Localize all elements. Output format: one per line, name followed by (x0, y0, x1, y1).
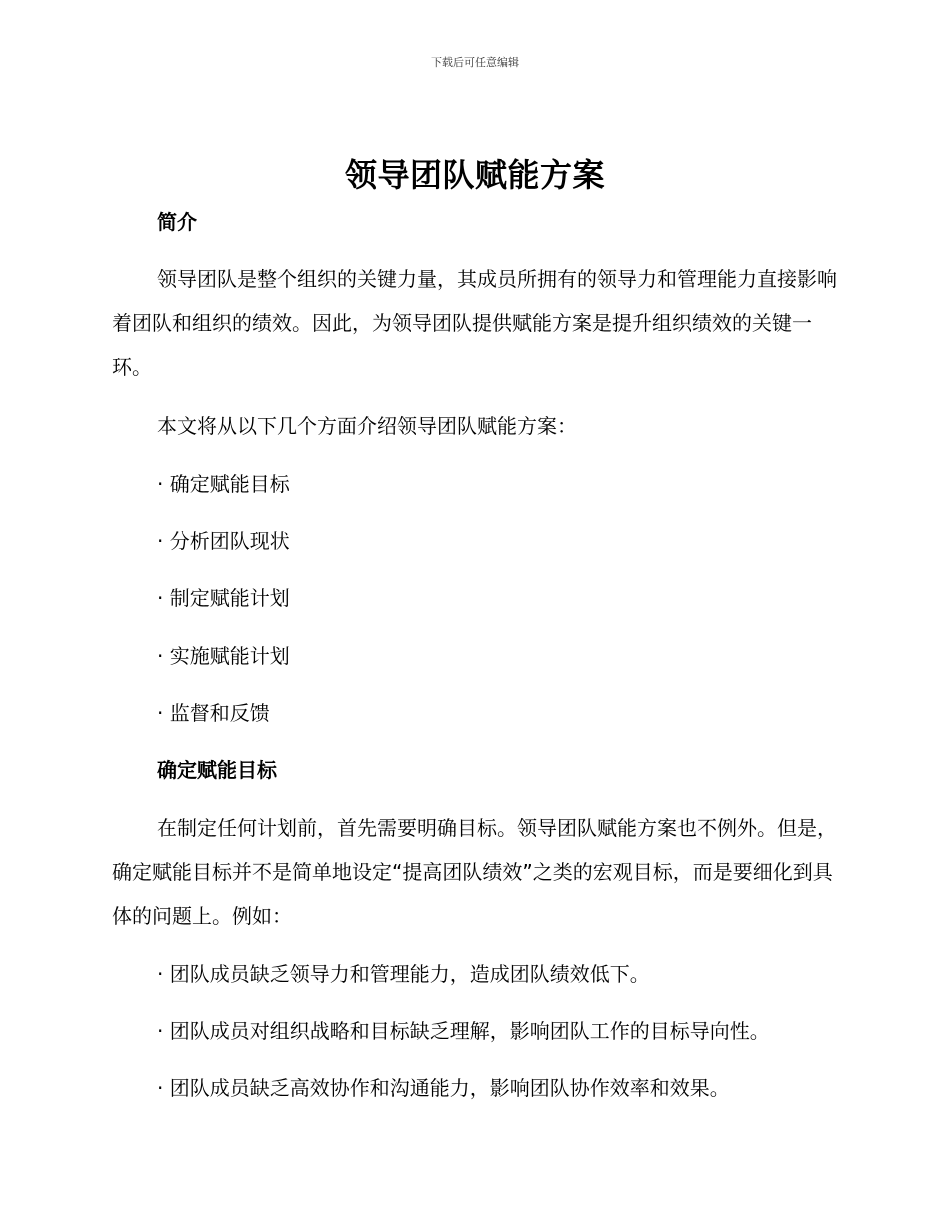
intro-paragraph-2-text: 本文将从以下几个方面介绍领导团队赋能方案： (157, 414, 577, 438)
goals-paragraph-1 (112, 806, 838, 938)
intro-list-item: · 实施赋能计划 (157, 644, 290, 668)
section-heading-goals: 确定赋能目标 (157, 758, 277, 782)
intro-list-item: · 制定赋能计划 (157, 586, 290, 610)
section-heading-intro: 简介 (157, 210, 197, 234)
page-header: 下载后可任意编辑 (431, 56, 519, 69)
goals-list-item: · 团队成员缺乏领导力和管理能力，造成团队绩效低下。 (157, 962, 650, 986)
intro-list-item: · 确定赋能目标 (157, 472, 290, 496)
intro-list-item: · 监督和反馈 (157, 701, 270, 725)
intro-paragraph-1-text: 领导团队是整个组织的关键力量，其成员所拥有的领导力和管理能力直接影响着团队和组织的绩效。因此，为领导团队提供赋能方案是提升组织绩效的关键一环。 (112, 267, 837, 379)
document-title: 领导团队赋能方案 (344, 156, 605, 194)
goals-list-item: · 团队成员缺乏高效协作和沟通能力，影响团队协作效率和效果。 (157, 1076, 730, 1100)
goals-list-item: · 团队成员对组织战略和目标缺乏理解，影响团队工作的目标导向性。 (157, 1019, 770, 1043)
intro-paragraph-2 (112, 404, 838, 448)
intro-paragraph-1 (112, 257, 838, 389)
intro-list-item: · 分析团队现状 (157, 529, 290, 553)
goals-paragraph-1-text: 在制定任何计划前，首先需要明确目标。领导团队赋能方案也不例外。但是，确定赋能目标并不是简单地设定“提高团队绩效”之类的宏观目标，而是要细化到具体的问题上。例如： (112, 816, 837, 928)
